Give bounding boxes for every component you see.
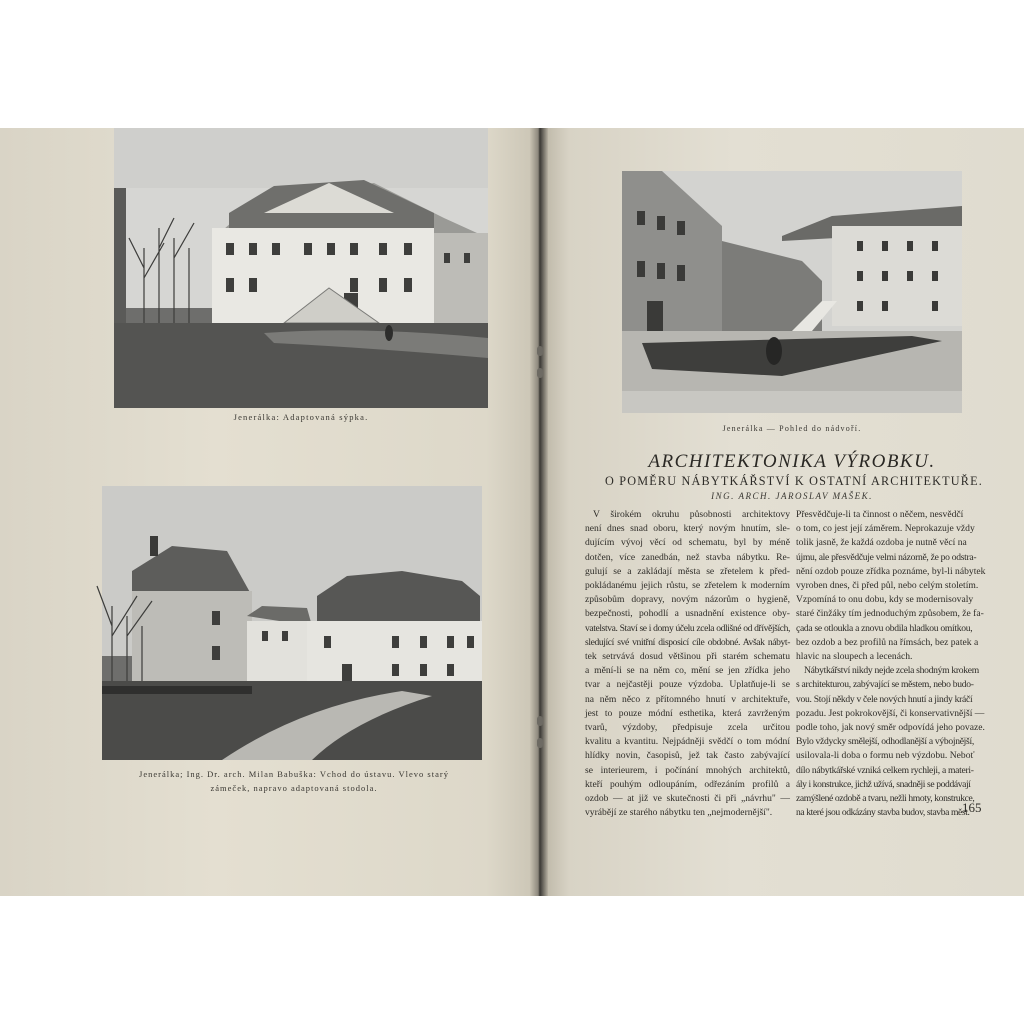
text-line: způsobům dopravy, novým názorům o hygieně, [585,594,790,606]
text-line: usilovala-li doba o formu neb výzdobu. Neboť [796,750,975,762]
text-line: na něm něco z přítomného hnutí v architektuře, [585,693,790,705]
text-line: tek setrvává dosud většinou při starém schematu [585,651,790,663]
text-line: staré činžáky tím jednoduchým způsobem, že fa- [796,608,984,620]
photo-caption-line: Jenerálka; Ing. Dr. arch. Milan Babuška: Vchod do ústavu. Vlevo starý [139,769,449,779]
photo-caption: Jenerálka — Pohled do nádvoří. [722,424,862,433]
article-title: ARCHITEKTONIKA VÝROBKU. [648,451,936,472]
binding-hole [537,738,543,748]
text-line: zamýšlené ozdobě a tvaru, nežli hmoty, konstrukce, [796,793,975,805]
text-line: ozdob — at již ve skutečnosti či při „návrhu" — [585,793,790,805]
text-line: podle toho, jak nový směr odpovídá jeho povaze. [796,722,985,734]
text-line: na které jsou odkázány stavba budov, stavba měst. [796,807,970,819]
binding-hole [537,368,543,378]
text-line: vyrábějí ze starého nábytku ten „nejmodernější". [585,807,773,819]
text-line: tvar a nejčastěji pouze výzdoba. Uplatňuje-li se [585,679,790,691]
text-line: Vzpomíná to onu dobu, kdy se modernisovaly [796,594,974,606]
text-line: vatelstva. Staví se i domy účelu zcela odlišné od dřívějších, [585,622,790,634]
photo-institute-entrance [102,486,482,760]
page-number: 165 [962,800,982,815]
text-line: jest to pouze módní esthetika, která zavrženým [585,707,790,719]
text-line: V širokém okruhu působnosti architektovy [593,509,790,520]
book-gutter [530,128,548,896]
photo-caption [104,767,484,795]
text-line: Přesvědčuje-li ta činnost o něčem, nesvědčí [796,509,964,520]
text-line: a mění-li se na něm co, mění se jen zřídka jeho [585,665,790,677]
text-line: se interieurem, i počínání mnohých architektů, [585,764,790,776]
text-line: tolik jasně, že každá ozdoba je nutně věcí na [796,537,967,549]
text-line: hlídky novin, časopisů, jež tak často zabývající [585,750,790,762]
binding-hole [537,346,543,356]
text-line: hlavic na sloupech a lecenách. [796,651,913,663]
text-line: není dnes snad oboru, který novým hnutím, sle- [585,523,790,535]
text-line: Nábytkářství nikdy nejde zcela shodným krokem [804,665,979,677]
text-line: vou. Stojí někdy v čele nových hnutí a jindy kráčí [796,693,973,705]
text-line: dílo nábytkářské vzniká celkem rychleji, a materi- [796,764,974,776]
text-line: Bylo vždycky smělejší, odhodlanější a výbojnější, [796,736,974,748]
photo-courtyard [622,171,962,413]
text-line: dujícím vývoj věcí od schematu, byl by méně [585,537,790,549]
text-line: pozadu. Jest pokrokovější, či konservativnější — [796,707,985,719]
article-subtitle: O POMĚRU NÁBYTKÁŘSTVÍ K OSTATNÍ ARCHITEKTUŘE. [605,474,984,488]
text-line: çada se otloukla a znovu obdila hladkou omítkou, [796,622,973,634]
text-column-1 [585,508,790,820]
text-line: tvarů, výzdoby, předpisuje zcela určitou [585,722,790,734]
text-line: gulují se a zakládají města se zřetelem k před- [585,565,790,577]
text-line: újmu, ale přesvědčuje velmi názorně, že po odstra- [796,551,977,563]
text-line: bez ozdob a bez profilů na římsách, bez patek a [796,636,979,648]
text-line: nění ozdob pouze zřídka poznáme, byl-li nábytek [796,565,986,577]
text-line: vyroben dnes, či před půl, nebo celým stoletím. [796,580,979,592]
photo-caption: Jenerálka: Adaptovaná sýpka. [233,412,369,422]
text-line: dotčen, více zanedbán, než stavba nábytku. Re- [585,551,790,563]
text-line: kteří pouhým odloupáním, odřezáním profilů a [585,778,790,790]
text-line: ály i konstrukce, jichž užívá, snadněji se poddávají [796,778,971,790]
photo-caption-line: zámeček, napravo adaptovaná stodola. [210,783,378,793]
text-line: s architekturou, zabývající se městem, nebo budo- [796,679,974,691]
photo-adapted-granary [114,128,488,408]
text-line: sledující své vnitřní disposicí cíle obdobné. Avšak nábyt- [585,636,790,648]
text-line: o tom, co jest její záměrem. Neprokazuje vždy [796,523,975,535]
text-line: pokládanému jejich růstu, se zřetelem k moderním [585,580,790,592]
text-line: bezpečnosti, pohodlí a usnadnění existence oby- [585,608,790,620]
binding-hole [537,716,543,726]
text-line: kvalitu a kvantitu. Nejpádněji svědčí o tom módní [585,736,790,748]
article-author: ING. ARCH. JAROSLAV MAŠEK. [711,491,873,501]
